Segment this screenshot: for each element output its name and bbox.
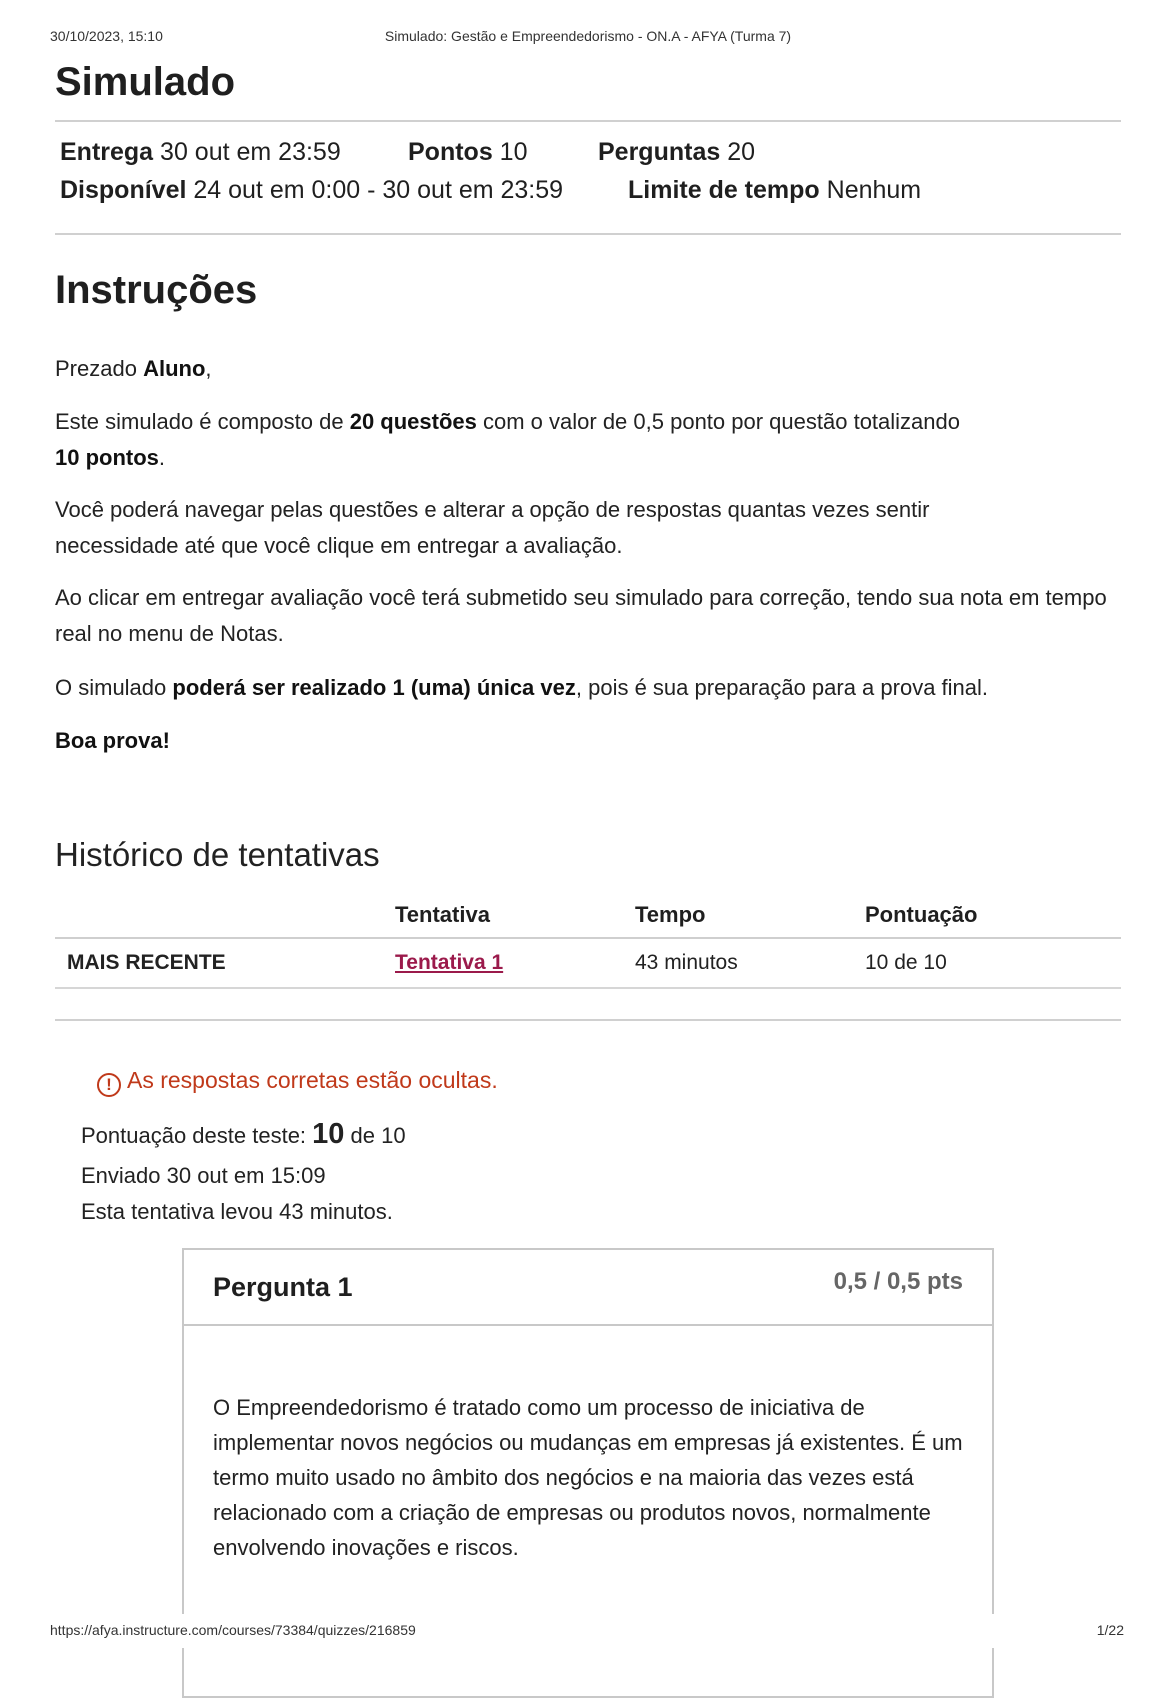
history-title: Histórico de tentativas xyxy=(55,836,380,873)
score-suffix: de 10 xyxy=(344,1123,406,1148)
meta-due-value: 30 out em 23:59 xyxy=(160,138,341,166)
instructions-paragraph-3: Ao clicar em entregar avaliação você terá submetido seu simulado para correção, tendo sua nota em tempo real no menu de Notas. xyxy=(55,585,1107,646)
print-header xyxy=(50,28,1126,48)
p1-text: Este simulado é composto de xyxy=(55,409,350,434)
column-header-score: Pontuação xyxy=(865,893,1121,938)
meta-available-label: Disponível xyxy=(60,176,187,204)
page-url: https://afya.instructure.com/courses/73384/quizzes/216859 xyxy=(50,1622,416,1638)
page-number: 1/22 xyxy=(1096,1622,1124,1638)
quiz-score xyxy=(81,1118,406,1151)
table-header-row xyxy=(55,893,1121,938)
instructions-closing xyxy=(55,723,1135,759)
instructions-paragraph-1 xyxy=(55,404,1055,476)
meta-time-limit xyxy=(628,176,921,205)
p4-text: , pois é sua preparação para a prova final. xyxy=(575,675,989,700)
row-label: MAIS RECENTE xyxy=(55,938,395,988)
page-title: Simulado xyxy=(55,60,236,104)
column-header-time: Tempo xyxy=(635,893,865,938)
divider xyxy=(55,1019,1121,1021)
warning-text: As respostas corretas estão ocultas. xyxy=(127,1067,498,1093)
p1-bold: 10 pontos xyxy=(55,445,159,470)
question-text: O Empreendedorismo é tratado como um processo de iniciativa de implementar novos negócios ou mudanças em empresas já existentes. É um termo muito usado no âmbito dos negócios e na maioria das vezes está relacionado com a criação de empresas ou produtos novos, normalmente envolvendo inovações e riscos. xyxy=(213,1395,963,1560)
column-header-attempt: Tentativa xyxy=(395,893,635,938)
print-datetime: 30/10/2023, 15:10 xyxy=(50,28,163,44)
question-points: 0,5 / 0,5 pts xyxy=(833,1268,963,1295)
meta-questions xyxy=(598,138,755,167)
instructions-paragraph-4 xyxy=(55,670,1135,706)
time-cell: 43 minutos xyxy=(635,938,865,988)
meta-due xyxy=(60,138,341,167)
table-row xyxy=(55,938,1121,988)
meta-due-label: Entrega xyxy=(60,138,154,166)
p1-bold: 20 questões xyxy=(349,409,477,434)
meta-available xyxy=(60,176,563,205)
p1-text: . xyxy=(158,445,166,470)
instructions-title: Instruções xyxy=(55,268,258,312)
exclamation-circle-icon: ! xyxy=(97,1073,121,1097)
score-value: 10 xyxy=(312,1118,345,1150)
greeting-suffix: , xyxy=(205,356,212,381)
question-title: Pergunta 1 xyxy=(213,1272,353,1302)
print-footer xyxy=(0,1614,1176,1648)
score-prefix: Pontuação deste teste: xyxy=(81,1123,313,1148)
meta-available-value: 24 out em 0:00 - 30 out em 23:59 xyxy=(193,176,564,204)
attempt-cell xyxy=(395,938,635,988)
attempt-history-table xyxy=(55,893,1121,989)
greeting-name: Aluno xyxy=(143,356,206,381)
meta-questions-value: 20 xyxy=(727,138,756,166)
score-cell: 10 de 10 xyxy=(865,938,1121,988)
attempt-duration: Esta tentativa levou 43 minutos. xyxy=(81,1199,393,1224)
meta-points xyxy=(408,138,527,167)
closing-text: Boa prova! xyxy=(55,728,170,753)
column-header xyxy=(55,893,395,938)
meta-points-label: Pontos xyxy=(408,138,493,166)
meta-time-limit-label: Limite de tempo xyxy=(628,176,820,204)
divider xyxy=(55,120,1121,122)
meta-points-value: 10 xyxy=(499,138,528,166)
divider xyxy=(55,233,1121,235)
p4-bold: poderá ser realizado 1 (uma) única vez xyxy=(172,675,576,700)
meta-time-limit-value: Nenhum xyxy=(826,176,922,204)
instructions-greeting xyxy=(55,351,1135,387)
submitted-at: Enviado 30 out em 15:09 xyxy=(81,1163,326,1188)
instructions-paragraph-2: Você poderá navegar pelas questões e alterar a opção de respostas quantas vezes sentir necessidade até que você clique em entregar a avaliação. xyxy=(55,497,930,558)
p4-text: O simulado xyxy=(55,675,173,700)
print-doc-title: Simulado: Gestão e Empreendedorismo - ON.A - AFYA (Turma 7) xyxy=(384,28,792,44)
greeting-prefix: Prezado xyxy=(55,356,144,381)
p1-text: com o valor de 0,5 ponto por questão totalizando xyxy=(476,409,960,434)
hidden-answers-warning xyxy=(97,1067,498,1097)
meta-questions-label: Perguntas xyxy=(598,138,721,166)
question-header xyxy=(184,1250,992,1326)
attempt-link[interactable]: Tentativa 1 xyxy=(395,951,504,974)
